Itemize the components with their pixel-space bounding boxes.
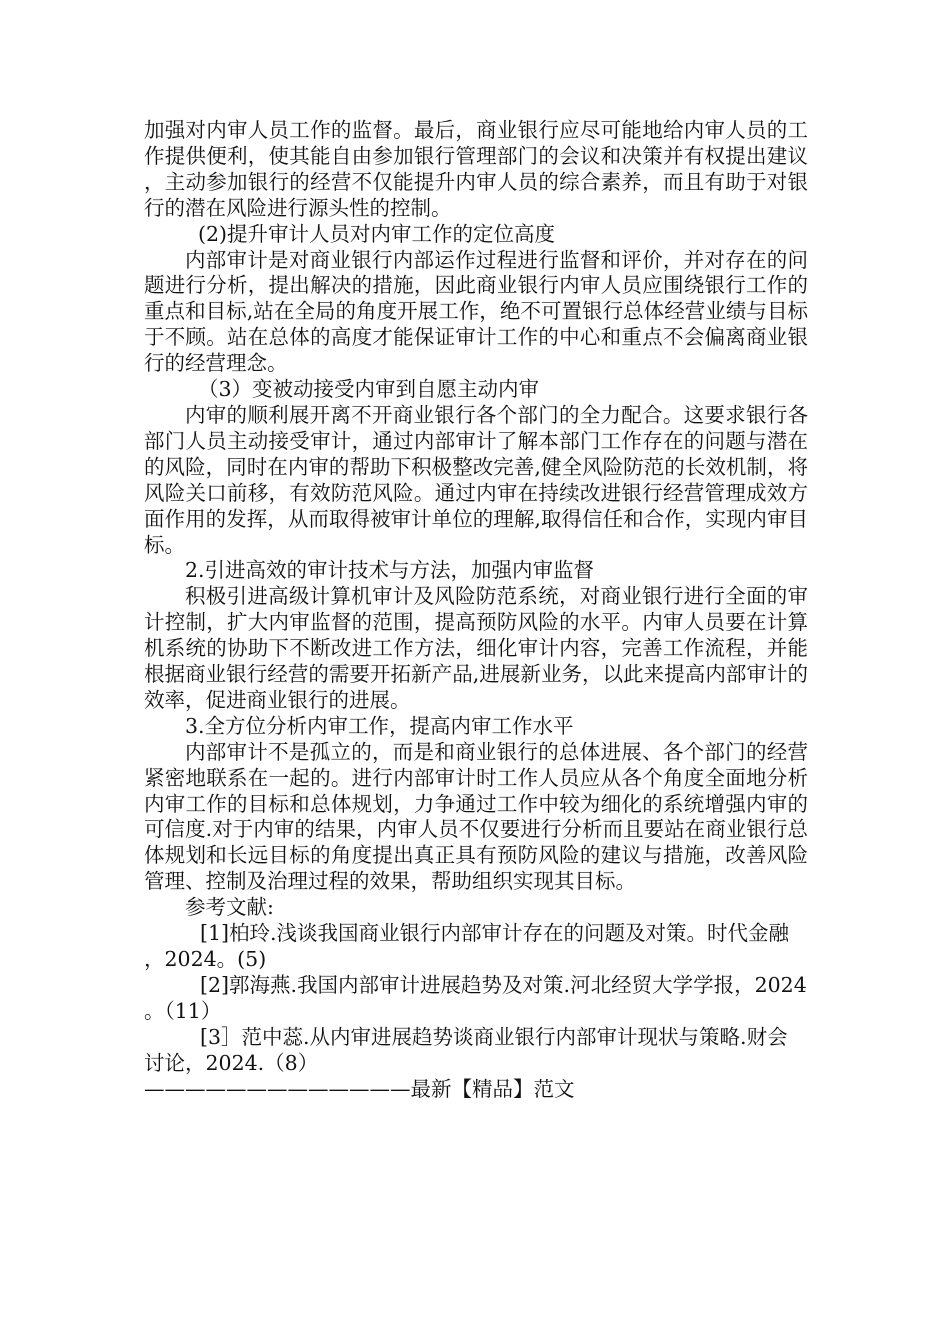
document-page: [144, 118, 808, 1102]
reference-item-3: [3］范中蕊.从内审进展趋势谈商业银行内部审计现状与策略.财会讨论，2024.（8）: [144, 1024, 788, 1075]
footer-tagline: —————————————最新【精品】范文: [144, 1076, 575, 1101]
heading-positioning-height: (2)提升审计人员对内审工作的定位高度: [198, 221, 556, 246]
paragraph-voluntary-audit: 内审的顺利展开离不开商业银行各个部门的全力配合。这要求银行各部门人员主动接受审计，通过内部审计了解本部门工作存在的问题与潜在的风险，同时在内审的帮助下积极整改完善,健全风险防范的长效机制，将风险关口前移，有效防范风险。通过内审在持续改进银行经营管理成效方面作用的发挥，从而取得被审计单位的理解,取得信任和合作，实现内审目标。: [144, 402, 808, 557]
heading-voluntary-audit: （3）变被动接受内审到自愿主动内审: [198, 377, 540, 402]
reference-item-1: [1]柏玲.浅谈我国商业银行内部审计存在的问题及对策。时代金融，2024。(5): [144, 921, 790, 971]
references-title: 参考文献:: [185, 895, 274, 920]
reference-item-2: [2]郭海燕.我国内部审计进展趋势及对策.河北经贸大学学报，2024。（11）: [144, 972, 807, 1023]
paragraph-audit-technology: 积极引进高级计算机审计及风险防范系统，对商业银行进行全面的审计控制，扩大内审监督的范围，提高预防风险的水平。内审人员要在计算机系统的协助下不断改进工作方法，细化审计内容，完善工作流程，并能根据商业银行经营的需要开拓新产品,进展新业务，以此来提高内部审计的效率，促进商业银行的进展。: [144, 584, 808, 712]
paragraph-positioning: 内部审计是对商业银行内部运作过程进行监督和评价，并对存在的问题进行分析，提出解决的措施，因此商业银行内审人员应围绕银行工作的重点和目标,站在全局的角度开展工作，绝不可置银行总体经营业绩与目标于不顾。站在总体的高度才能保证审计工作的中心和重点不会偏离商业银行的经营理念。: [144, 247, 808, 376]
heading-comprehensive-analysis: 3.全方位分析内审工作，提高内审工作水平: [185, 713, 574, 738]
heading-audit-technology: 2.引进高效的审计技术与方法，加强内审监督: [185, 558, 595, 583]
paragraph-comprehensive-analysis: 内部审计不是孤立的，而是和商业银行的总体进展、各个部门的经营紧密地联系在一起的。进行内部审计时工作人员应从各个角度全面地分析内审工作的目标和总体规划，力争通过工作中较为细化的系统增强内审的可信度.对于内审的结果，内审人员不仅要进行分析而且要站在商业银行总体规划和长远目标的角度提出真正具有预防风险的建议与措施，改善风险管理、控制及治理过程的效果，帮助组织实现其目标。: [144, 739, 808, 894]
paragraph-supervision-continued: 加强对内审人员工作的监督。最后，商业银行应尽可能地给内审人员的工作提供便利，使其能自由参加银行管理部门的会议和决策并有权提出建议，主动参加银行的经营不仅能提升内审人员的综合素养，而且有助于对银行的潜在风险进行源头性的控制。: [144, 118, 808, 220]
